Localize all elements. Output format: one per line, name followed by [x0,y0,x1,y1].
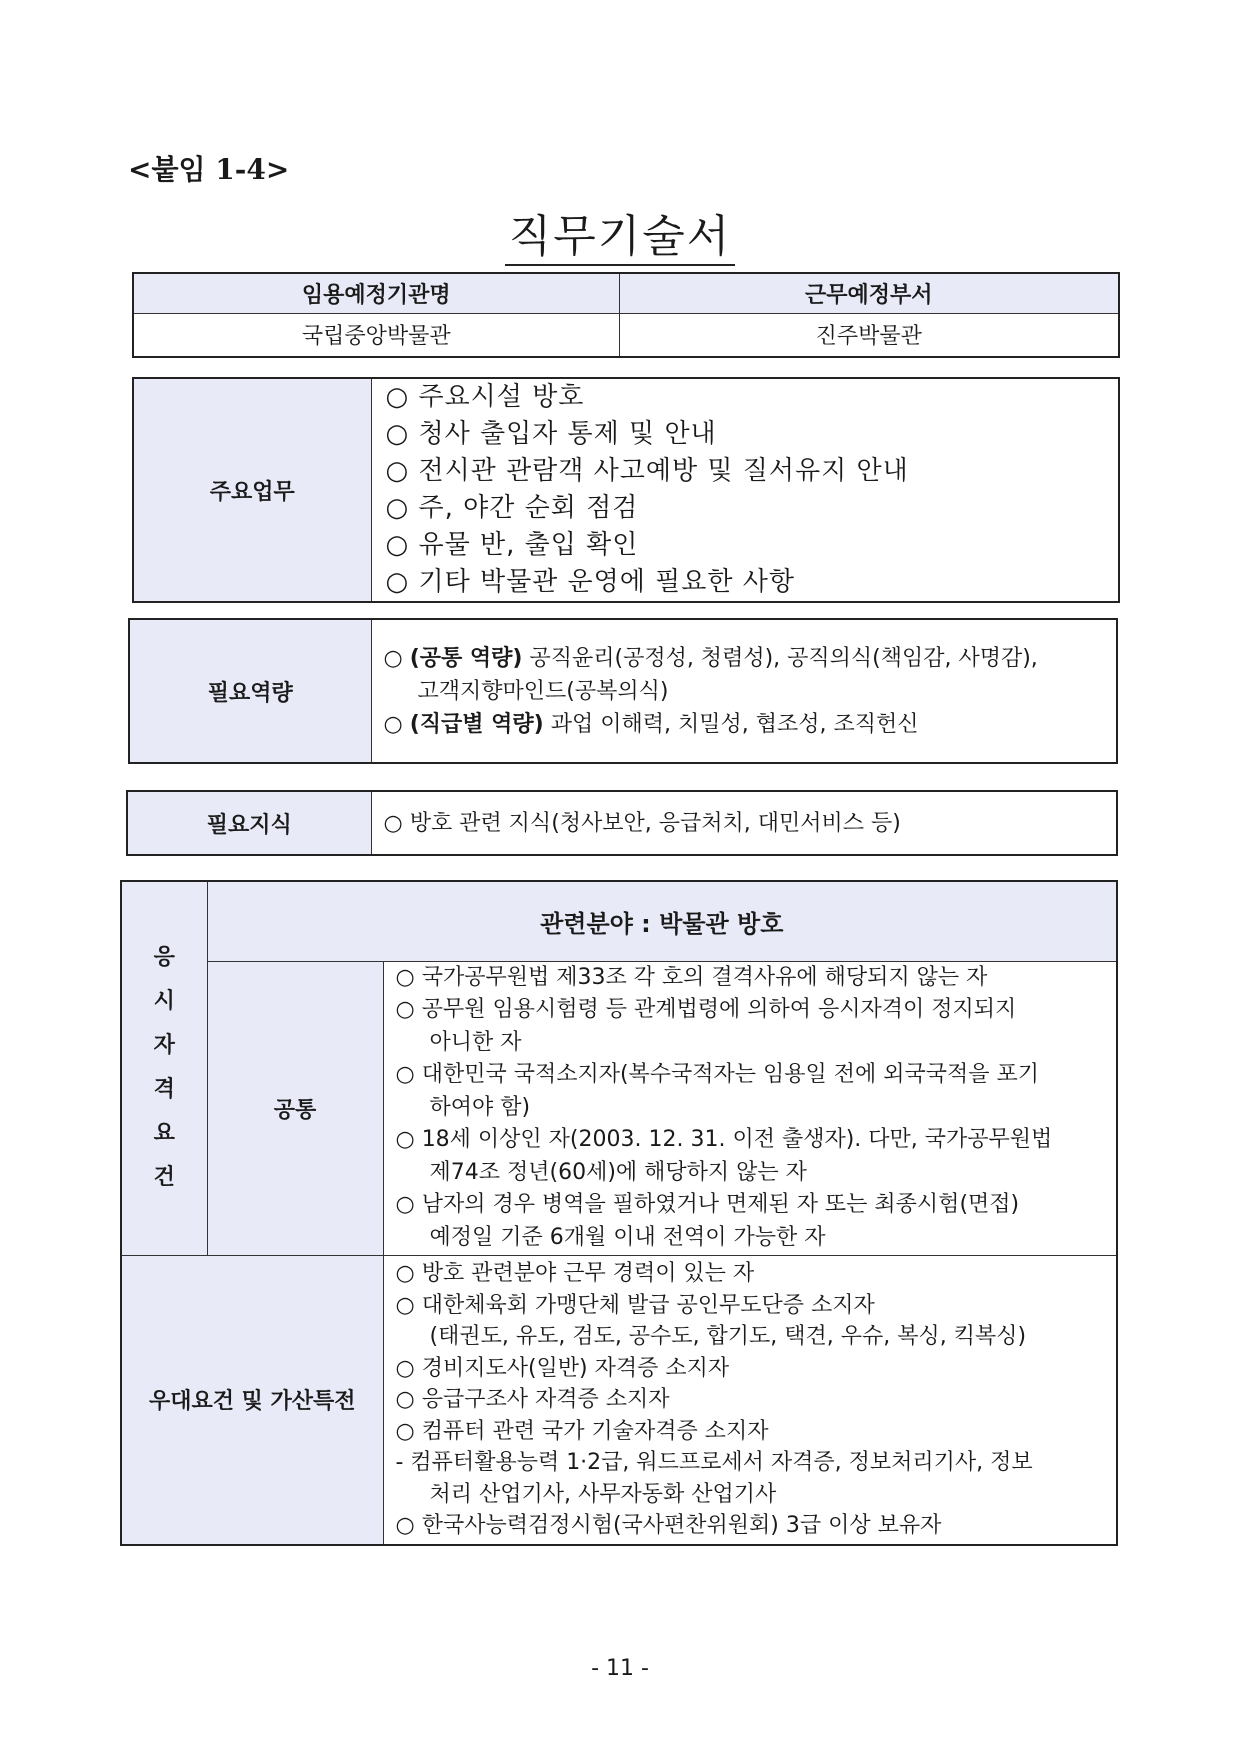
common-requirement-line: ○ 국가공무원법 제33조 각 호의 결격사유에 해당되지 않는 자 [395,964,988,990]
qualification-table [120,880,1118,1546]
competency-common-text: 공직윤리(공정성, 청렴성), 공직의식(책임감, 사명감), [522,645,1038,671]
common-requirement-line: 예정일 기준 6개월 이내 전역이 가능한 자 [429,1224,826,1250]
common-requirement-line: ○ 남자의 경우 병역을 필하였거나 면제된 자 또는 최종시험(면접) [395,1192,1020,1218]
duty-item: ○ 주, 야간 순회 점검 [385,493,639,523]
org-col1-value: 국립중앙박물관 [133,313,619,357]
preference-list [383,1255,1117,1545]
knowledge-table [126,790,1118,856]
preference-line: ○ 경비지도사(일반) 자격증 소지자 [395,1355,730,1381]
common-requirement-line: ○ 공무원 임용시험령 등 관계법령에 의하여 응시자격이 정지되지 [395,997,1017,1023]
common-requirement-line: ○ 대한민국 국적소지자(복수국적자는 임용일 전에 외국국적을 포기 [395,1062,1040,1088]
competency-rank [384,708,1117,741]
duties-label: 주요업무 [133,378,371,602]
duty-item: ○ 유물 반, 출입 확인 [385,530,639,560]
org-col2-value: 진주박물관 [619,313,1119,357]
side-label-char: 자 [153,1033,175,1059]
preference-line: - 컴퓨터활용능력 1·2급, 워드프로세서 자격증, 정보처리기사, 정보 [395,1450,1033,1475]
preference-line: ○ 한국사능력검정시험(국사편찬위원회) 3급 이상 보유자 [395,1513,942,1538]
preference-line: ○ 방호 관련분야 근무 경력이 있는 자 [395,1261,755,1286]
field-title: 관련분야 : 박물관 방호 [207,881,1117,961]
page-number: - 11 - [591,1656,649,1681]
org-col2-header: 근무예정부서 [619,273,1119,313]
competency-common-title: (공통 역량) [409,645,523,671]
competency-common [384,642,1117,675]
competency-rank-text: 과업 이해력, 치밀성, 협조성, 조직헌신 [543,711,919,737]
attachment-label: <붙임 1-4> [128,153,290,186]
common-requirement-line: ○ 18세 이상인 자(2003. 12. 31. 이전 출생자). 다만, 국가공무원법 [395,1127,1053,1153]
common-requirements [383,961,1117,1255]
preference-line: ○ 응급구조사 자격증 소지자 [395,1387,670,1412]
competency-label: 필요역량 [129,619,371,763]
duties-table [132,377,1120,603]
competency-rank-title: (직급별 역량) [409,711,544,737]
org-col1-header: 임용예정기관명 [133,273,619,313]
duty-item: ○ 기타 박물관 운영에 필요한 사항 [385,567,796,597]
side-label-char: 격 [153,1077,175,1103]
preference-line: ○ 대한체육회 가맹단체 발급 공인무도단증 소지자 [395,1292,875,1318]
common-label: 공통 [207,961,383,1255]
org-table [132,272,1120,358]
side-label-char: 응 [153,945,175,971]
qualification-side-text [122,936,207,1200]
competency-common-bullet: ○ [383,645,410,671]
side-label-char: 요 [153,1121,175,1147]
side-label-char: 건 [153,1165,175,1191]
preference-line: (태권도, 유도, 검도, 공수도, 합기도, 택견, 우슈, 복싱, 킥복싱) [429,1324,1027,1349]
preference-label: 우대요건 및 가산특전 [121,1255,383,1545]
side-label-char: 시 [153,989,175,1015]
preference-line: 처리 산업기사, 사무자동화 산업기사 [429,1481,777,1507]
knowledge-text: ○ 방호 관련 지식(청사보안, 응급처치, 대민서비스 등) [371,791,1117,855]
knowledge-label: 필요지식 [127,791,371,855]
duty-item: ○ 주요시설 방호 [385,382,585,412]
common-requirement-line: 제74조 정년(60세)에 해당하지 않는 자 [429,1159,807,1185]
competency-table [128,618,1118,764]
preference-line: ○ 컴퓨터 관련 국가 기술자격증 소지자 [395,1418,769,1444]
document-title-text: 직무기술서 [505,211,736,266]
duty-item: ○ 청사 출입자 통제 및 안내 [385,419,717,449]
common-requirement-line: 하여야 함) [429,1094,531,1120]
common-requirement-line: 아니한 자 [429,1029,522,1055]
duty-item: ○ 전시관 관람객 사고예방 및 질서유지 안내 [385,456,909,486]
duties-list [371,378,1119,602]
qualification-side-label [121,881,207,1255]
document-title [0,200,1240,264]
competency-rank-bullet: ○ [383,711,410,737]
competency-content [371,619,1117,763]
competency-common-cont: 고객지향마인드(공복의식) [417,678,669,704]
